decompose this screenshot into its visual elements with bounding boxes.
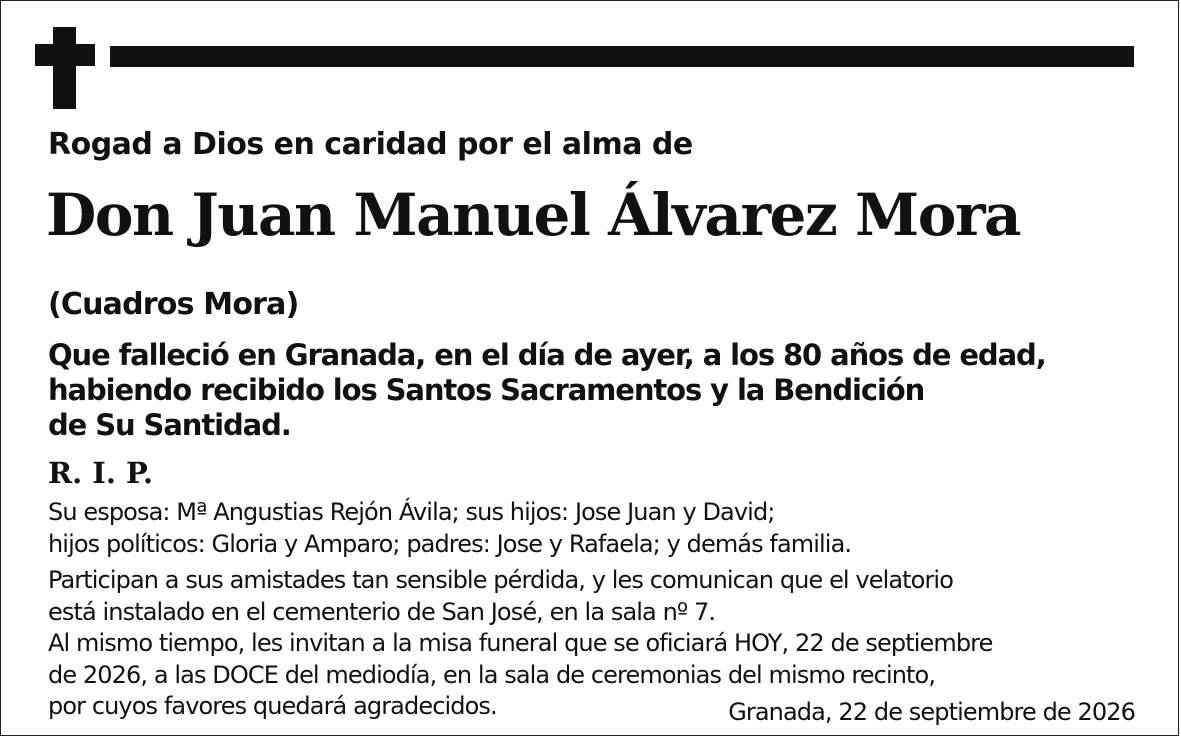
cross-icon-vertical-bar <box>53 27 76 109</box>
announcement-line: de 2026, a las DOCE del mediodía, en la sala de ceremonias del mismo recinto, <box>48 660 936 689</box>
family-line: hijos políticos: Gloria y Amparo; padres: Jose y Rafaela; y demás familia. <box>48 530 852 558</box>
mourning-rule <box>110 46 1134 67</box>
death-statement-line: habiendo recibido los Santos Sacramentos y la Bendición <box>48 373 925 407</box>
announcement-line: está instalado en el cementerio de San José, en la sala nº 7. <box>48 597 716 626</box>
family-list <box>48 496 851 560</box>
death-statement-line: Que falleció en Granada, en el día de ayer, a los 80 años de edad, <box>48 338 1046 372</box>
announcement-line: Participan a sus amistades tan sensible pérdida, y les comunican que el velatorio <box>48 566 953 594</box>
deceased-name: Don Juan Manuel Álvarez Mora <box>46 181 1021 249</box>
family-line: Su esposa: Mª Angustias Rejón Ávila; sus hijos: Jose Juan y David; <box>48 498 775 526</box>
announcement-line: Al mismo tiempo, les invitan a la misa funeral que se oficiará HOY, 22 de septiembre <box>48 629 993 657</box>
announcement-line: por cuyos favores quedará agradecidos. <box>48 692 497 720</box>
death-statement <box>48 338 1046 443</box>
cross-icon-horizontal-bar <box>35 44 95 66</box>
rip-heading: R. I. P. <box>48 456 154 490</box>
deceased-alias: (Cuadros Mora) <box>48 287 299 322</box>
prayer-intro: Rogad a Dios en caridad por el alma de <box>48 127 693 162</box>
death-statement-line: de Su Santidad. <box>48 408 291 442</box>
place-and-date: Granada, 22 de septiembre de 2026 <box>728 698 1135 726</box>
